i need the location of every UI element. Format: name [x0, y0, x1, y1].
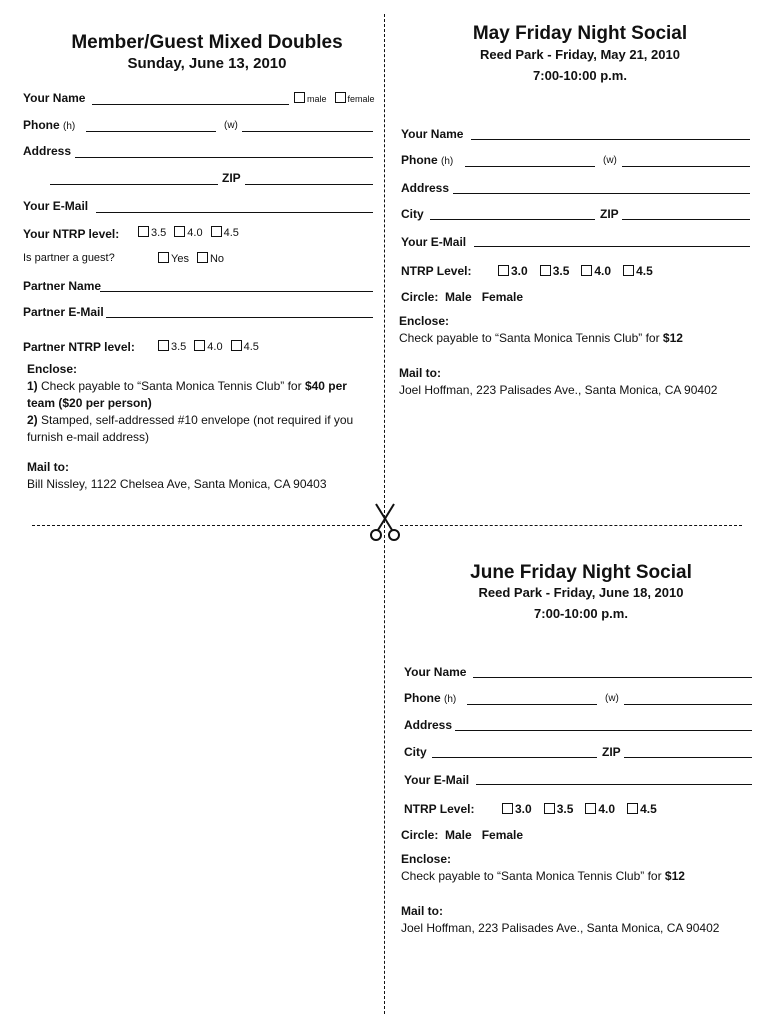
ntrp-4-0-label: 4.0	[187, 227, 203, 239]
partner-guest-no-checkbox[interactable]	[197, 252, 208, 263]
june-phone-work-label: (w)	[605, 693, 619, 704]
partner-email-field[interactable]	[106, 317, 373, 318]
june-phone-label-text: Phone	[404, 691, 441, 705]
phone-home-field[interactable]	[86, 131, 216, 132]
partner-ntrp-3-5-checkbox[interactable]	[158, 340, 169, 351]
item1-amount: $40 per team ($20 per person)	[27, 379, 347, 410]
may-zip-label: ZIP	[600, 207, 619, 221]
june-zip-field[interactable]	[624, 757, 752, 758]
may-ntrp-3-5-checkbox[interactable]	[540, 265, 551, 276]
item2-text: Stamped, self-addressed #10 envelope (not required if you furnish e-mail address)	[27, 413, 354, 444]
may-address-field[interactable]	[453, 193, 750, 194]
june-ntrp-4-0-label: 4.0	[598, 802, 616, 816]
may-enclose-block	[399, 313, 759, 347]
may-phone-label-text: Phone	[401, 153, 438, 167]
ntrp-options	[138, 226, 239, 239]
june-your-name-label: Your Name	[404, 665, 467, 679]
may-zip-field[interactable]	[622, 219, 750, 220]
may-ntrp-4-0-label: 4.0	[594, 264, 612, 278]
scissors-icon	[370, 502, 400, 542]
male-checkbox[interactable]	[294, 92, 305, 103]
no-label: No	[209, 253, 225, 265]
item1-text: Check payable to “Santa Monica Tennis Club” for	[41, 379, 305, 393]
may-form-title: May Friday Night Social	[472, 23, 688, 44]
may-email-label: Your E-Mail	[401, 235, 467, 249]
may-ntrp-4-5-checkbox[interactable]	[623, 265, 634, 276]
left-enclose-label: Enclose:	[27, 362, 78, 376]
june-form-subtitle: Reed Park - Friday, June 18, 2010	[478, 585, 684, 600]
your-name-field[interactable]	[92, 104, 289, 105]
phone-home-label: (h)	[63, 121, 76, 132]
horizontal-cut-line-right	[400, 525, 742, 526]
june-phone-home-field[interactable]	[467, 704, 597, 705]
may-city-field[interactable]	[430, 219, 595, 220]
partner-ntrp-options	[158, 340, 259, 353]
may-enclose-text	[399, 330, 759, 347]
partner-guest-yes-checkbox[interactable]	[158, 252, 169, 263]
may-check-text: Check payable to “Santa Monica Tennis Club” for	[399, 331, 663, 345]
left-mail-label: Mail to:	[27, 460, 69, 474]
june-zip-label: ZIP	[602, 745, 621, 759]
partner-email-label: Partner E-Mail	[23, 305, 104, 319]
may-mail-label: Mail to:	[399, 366, 441, 380]
may-your-name-field[interactable]	[471, 139, 750, 140]
june-mail-label: Mail to:	[401, 904, 443, 918]
may-amount: $12	[662, 331, 683, 345]
may-email-field[interactable]	[474, 246, 750, 247]
partner-ntrp-label: Partner NTRP level:	[23, 340, 135, 354]
june-phone-label	[404, 691, 456, 705]
may-ntrp-4-0-checkbox[interactable]	[581, 265, 592, 276]
left-form-title: Member/Guest Mixed Doubles	[71, 32, 343, 53]
june-ntrp-options	[502, 802, 657, 816]
may-phone-home-field[interactable]	[465, 166, 595, 167]
address-label: Address	[23, 144, 72, 158]
june-ntrp-3-5-label: 3.5	[556, 802, 574, 816]
ntrp-4-0-checkbox[interactable]	[174, 226, 185, 237]
may-form-time: 7:00-10:00 p.m.	[533, 68, 627, 83]
june-mail-block	[401, 903, 761, 937]
june-ntrp-4-5-checkbox[interactable]	[627, 803, 638, 814]
partner-name-label: Partner Name	[23, 279, 102, 293]
june-circle-gender: Circle: Male Female	[401, 828, 524, 842]
june-amount: $12	[664, 869, 685, 883]
phone-label-text: Phone	[23, 118, 60, 132]
email-field[interactable]	[96, 212, 373, 213]
address-field[interactable]	[75, 157, 373, 158]
may-ntrp-label: NTRP Level:	[401, 264, 472, 278]
june-phone-home-label: (h)	[444, 694, 457, 705]
partner-guest-label: Is partner a guest?	[23, 252, 115, 264]
ntrp-3-5-label: 3.5	[151, 227, 167, 239]
may-ntrp-3-5-label: 3.5	[552, 264, 570, 278]
left-mail-address: Bill Nissley, 1122 Chelsea Ave, Santa Monica, CA 90403	[27, 477, 327, 491]
june-check-text: Check payable to “Santa Monica Tennis Club” for	[401, 869, 665, 883]
may-form-subtitle: Reed Park - Friday, May 21, 2010	[480, 47, 680, 62]
may-ntrp-4-5-label: 4.5	[636, 264, 653, 278]
june-ntrp-3-0-checkbox[interactable]	[502, 803, 513, 814]
june-form-time: 7:00-10:00 p.m.	[534, 606, 628, 621]
partner-name-field[interactable]	[100, 291, 373, 292]
may-phone-work-field[interactable]	[622, 166, 750, 167]
may-ntrp-3-0-label: 3.0	[511, 264, 528, 278]
partner-ntrp-4-0-checkbox[interactable]	[194, 340, 205, 351]
left-mail-block	[27, 459, 375, 493]
june-ntrp-label: NTRP Level:	[404, 802, 475, 816]
june-address-field[interactable]	[455, 730, 752, 731]
june-email-label: Your E-Mail	[404, 773, 470, 787]
partner-ntrp-4-5-label: 4.5	[243, 341, 259, 353]
partner-guest-options	[158, 252, 224, 265]
june-phone-work-field[interactable]	[624, 704, 752, 705]
may-city-label: City	[401, 207, 424, 221]
gender-options	[294, 92, 375, 105]
june-city-label: City	[404, 745, 427, 759]
may-mail-address: Joel Hoffman, 223 Palisades Ave., Santa Monica, CA 90402	[399, 383, 718, 397]
june-address-label: Address	[404, 718, 453, 732]
may-ntrp-3-0-checkbox[interactable]	[498, 265, 509, 276]
may-phone-work-label: (w)	[603, 155, 617, 166]
zip-field[interactable]	[245, 184, 373, 185]
horizontal-cut-line-left	[32, 525, 370, 526]
left-enclose-block	[27, 361, 375, 446]
zip-label: ZIP	[222, 171, 241, 185]
may-enclose-label: Enclose:	[399, 314, 450, 328]
left-enclose-item-1	[27, 378, 375, 412]
left-enclose-item-2	[27, 412, 375, 446]
yes-label: Yes	[171, 253, 189, 265]
ntrp-4-5-label: 4.5	[223, 227, 239, 239]
may-mail-block	[399, 365, 759, 399]
email-label: Your E-Mail	[23, 199, 89, 213]
your-name-label: Your Name	[23, 91, 86, 105]
june-email-field[interactable]	[476, 784, 752, 785]
ntrp-3-5-checkbox[interactable]	[138, 226, 149, 237]
phone-label	[23, 118, 75, 132]
partner-ntrp-3-5-label: 3.5	[171, 341, 187, 353]
partner-ntrp-4-0-label: 4.0	[207, 341, 223, 353]
june-ntrp-4-5-label: 4.5	[640, 802, 657, 816]
partner-ntrp-4-5-checkbox[interactable]	[231, 340, 242, 351]
june-mail-address: Joel Hoffman, 223 Palisades Ave., Santa Monica, CA 90402	[401, 921, 720, 935]
may-ntrp-options	[498, 264, 653, 278]
may-circle-gender: Circle: Male Female	[401, 290, 524, 304]
address-line2-field[interactable]	[50, 184, 218, 185]
june-enclose-text	[401, 868, 761, 885]
may-phone-home-label: (h)	[441, 156, 454, 167]
june-city-field[interactable]	[432, 757, 597, 758]
june-form-title: June Friday Night Social	[470, 562, 692, 583]
ntrp-4-5-checkbox[interactable]	[211, 226, 222, 237]
june-ntrp-3-5-checkbox[interactable]	[544, 803, 555, 814]
male-label: male	[307, 94, 327, 104]
may-phone-label	[401, 153, 453, 167]
phone-work-label: (w)	[224, 120, 238, 131]
june-enclose-block	[401, 851, 761, 885]
may-address-label: Address	[401, 181, 450, 195]
item1-number: 1)	[27, 379, 38, 393]
female-checkbox[interactable]	[335, 92, 346, 103]
item2-number: 2)	[27, 413, 38, 427]
june-enclose-label: Enclose:	[401, 852, 452, 866]
female-label: female	[347, 94, 375, 104]
june-ntrp-3-0-label: 3.0	[515, 802, 532, 816]
may-your-name-label: Your Name	[401, 127, 464, 141]
left-form-date: Sunday, June 13, 2010	[127, 55, 287, 72]
june-ntrp-4-0-checkbox[interactable]	[585, 803, 596, 814]
june-your-name-field[interactable]	[473, 677, 752, 678]
phone-work-field[interactable]	[242, 131, 373, 132]
ntrp-level-label: Your NTRP level:	[23, 227, 120, 241]
